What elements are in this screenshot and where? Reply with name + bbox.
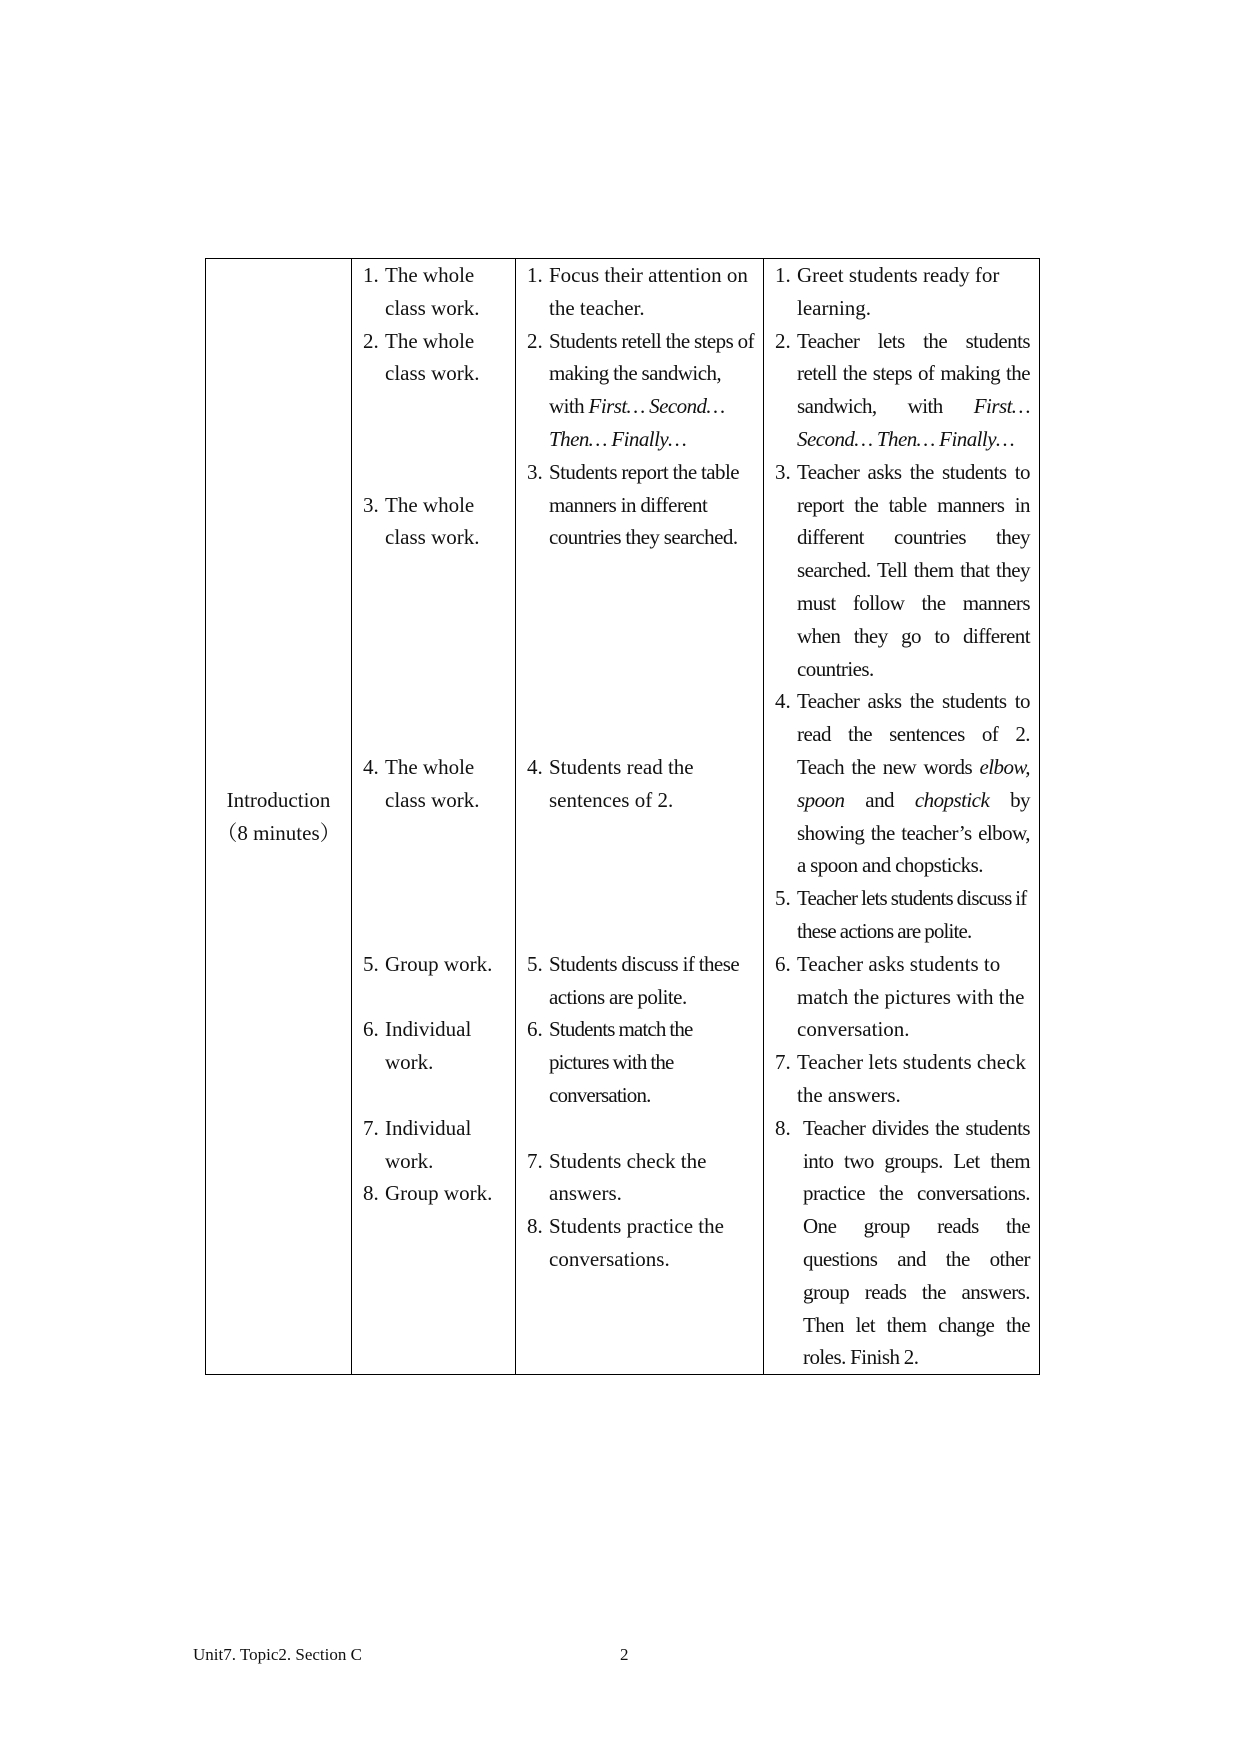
activity-form-item [363, 751, 508, 817]
teacher-activity-number: 3. [775, 459, 791, 484]
teacher-activity-item [775, 456, 1030, 686]
sequence-words: First… Second… Then… Finally… [797, 394, 1030, 451]
lesson-plan-table [205, 258, 1040, 1375]
page-number: 2 [620, 1645, 629, 1664]
activity-form-spacer [363, 554, 508, 751]
activity-form-spacer [363, 1079, 508, 1112]
activity-form-spacer [363, 981, 508, 1014]
student-activity-number: 3. [527, 459, 543, 484]
student-activity-item [527, 456, 756, 554]
student-activity-number: 2. [527, 328, 543, 353]
sequence-words: First… Second… Then… Finally… [549, 394, 725, 451]
teacher-activity-text: Teacher divides the students into two groups. Let them practice the conversations. One group reads the questions and the other group reads the answers. Then let them change the roles. Finish 2. [803, 1115, 1030, 1370]
student-activity-spacer [527, 817, 756, 948]
teacher-activity-number: 4. [775, 689, 791, 714]
student-activity-text: Students check the answers. [549, 1148, 707, 1206]
teacher-activity-cell [764, 259, 1040, 1375]
teacher-activity-number: 2. [775, 328, 791, 353]
student-activity-number: 4. [527, 754, 543, 779]
teacher-activity-item [775, 259, 1030, 325]
activity-form-item [363, 1112, 508, 1178]
activity-form-number: 8. [363, 1181, 379, 1206]
teacher-activity-item [775, 1112, 1030, 1374]
student-activity-spacer [527, 1112, 756, 1145]
activity-form-text: The whole class work. [385, 263, 480, 320]
activity-form-text: The whole class work. [385, 328, 480, 386]
activity-form-item [363, 489, 508, 555]
new-word-elbow: elbow, [979, 754, 1030, 779]
activity-form-text: Group work. [385, 1181, 493, 1206]
teacher-activity-text [797, 685, 1030, 882]
activity-form-number: 3. [363, 492, 379, 517]
activity-form-number: 4. [363, 754, 379, 779]
teacher-activity-item [775, 325, 1030, 456]
teacher-activity-text-part: and [844, 787, 915, 812]
activity-form-number: 2. [363, 328, 379, 353]
activity-form-spacer [363, 817, 508, 948]
student-activity-number: 8. [527, 1214, 543, 1239]
student-activity-item [527, 1145, 756, 1211]
activity-form-item [363, 259, 508, 325]
student-activity-text: Students discuss if these actions are polite. [549, 951, 740, 1009]
teacher-activity-list [764, 259, 1039, 1374]
new-word-chopstick: chopstick [914, 787, 990, 812]
activity-form-item [363, 325, 508, 391]
activity-form-item [363, 948, 508, 981]
student-activity-text [549, 325, 756, 456]
student-activity-cell [516, 259, 764, 1375]
table-row [206, 259, 1040, 1375]
student-activity-text-part: Students retell the steps of making the sandwich, with [549, 328, 755, 419]
student-activity-text: Focus their attention on the teacher. [549, 263, 748, 320]
student-activity-item [527, 259, 756, 325]
teacher-activity-text: Teacher lets students discuss if these actions are polite. [797, 886, 1027, 943]
student-activity-spacer [527, 554, 756, 751]
activity-form-text: Group work. [385, 951, 493, 976]
teacher-activity-text-part: Teacher asks the students to read the sentences of 2. Teach the new words [797, 689, 1030, 779]
student-activity-item [527, 948, 756, 1014]
teacher-activity-number: 5. [775, 886, 791, 911]
activity-form-number: 7. [363, 1115, 379, 1140]
teacher-activity-text-part: by showing the teacher’s elbow, a spoon and chopsticks. [797, 787, 1030, 878]
teacher-activity-text: Teacher asks the students to report the table manners in different countries they searched. Tell them that they must follow the manners when they go to different countries. [797, 459, 1030, 681]
student-activity-item [527, 1013, 756, 1111]
teacher-activity-number: 6. [775, 951, 791, 976]
teacher-activity-text: Teacher lets students check the answers. [797, 1050, 1026, 1107]
stage-time: （8 minutes） [216, 820, 341, 845]
teacher-activity-number: 7. [775, 1050, 791, 1075]
activity-form-number: 6. [363, 1017, 379, 1042]
teacher-activity-item [775, 948, 1030, 1046]
teacher-activity-text: Greet students ready for learning. [797, 263, 1000, 320]
activity-form-cell [352, 259, 516, 1375]
new-word-spoon: spoon [797, 787, 845, 812]
teacher-activity-number: 1. [775, 263, 791, 287]
student-activity-item [527, 1210, 756, 1276]
activity-form-list [352, 259, 515, 1210]
stage-cell [206, 259, 352, 1375]
activity-form-spacer [363, 390, 508, 488]
footer-section-label: Unit7. Topic2. Section C [193, 1645, 362, 1664]
activity-form-item [363, 1177, 508, 1210]
student-activity-number: 5. [527, 951, 543, 976]
teacher-activity-item [775, 685, 1030, 882]
student-activity-text: Students match the pictures with the conversation. [549, 1017, 693, 1107]
activity-form-text: The whole class work. [385, 492, 480, 550]
teacher-activity-text [797, 325, 1030, 456]
activity-form-item [363, 1013, 508, 1079]
activity-form-text: Individual work. [385, 1017, 472, 1075]
student-activity-number: 1. [527, 263, 543, 287]
teacher-activity-number: 8. [775, 1115, 791, 1140]
student-activity-item [527, 325, 756, 456]
activity-form-number: 1. [363, 263, 379, 287]
student-activity-text: Students read the sentences of 2. [549, 754, 694, 812]
teacher-activity-text-part: Teacher lets the students retell the steps of making the sandwich, with [797, 328, 1030, 419]
student-activity-number: 6. [527, 1017, 543, 1042]
student-activity-list [516, 259, 763, 1276]
student-activity-text: Students practice the conversations. [549, 1214, 724, 1271]
activity-form-text: Individual work. [385, 1115, 472, 1173]
activity-form-text: The whole class work. [385, 754, 480, 812]
student-activity-text: Students report the table manners in different countries they searched. [549, 459, 740, 550]
stage-title: Introduction [226, 787, 331, 812]
student-activity-item [527, 751, 756, 817]
teacher-activity-item [775, 1046, 1030, 1112]
teacher-activity-item [775, 882, 1030, 948]
teacher-activity-text: Teacher asks students to match the pictures with the conversation. [797, 951, 1025, 1042]
activity-form-number: 5. [363, 951, 379, 976]
student-activity-number: 7. [527, 1148, 543, 1173]
